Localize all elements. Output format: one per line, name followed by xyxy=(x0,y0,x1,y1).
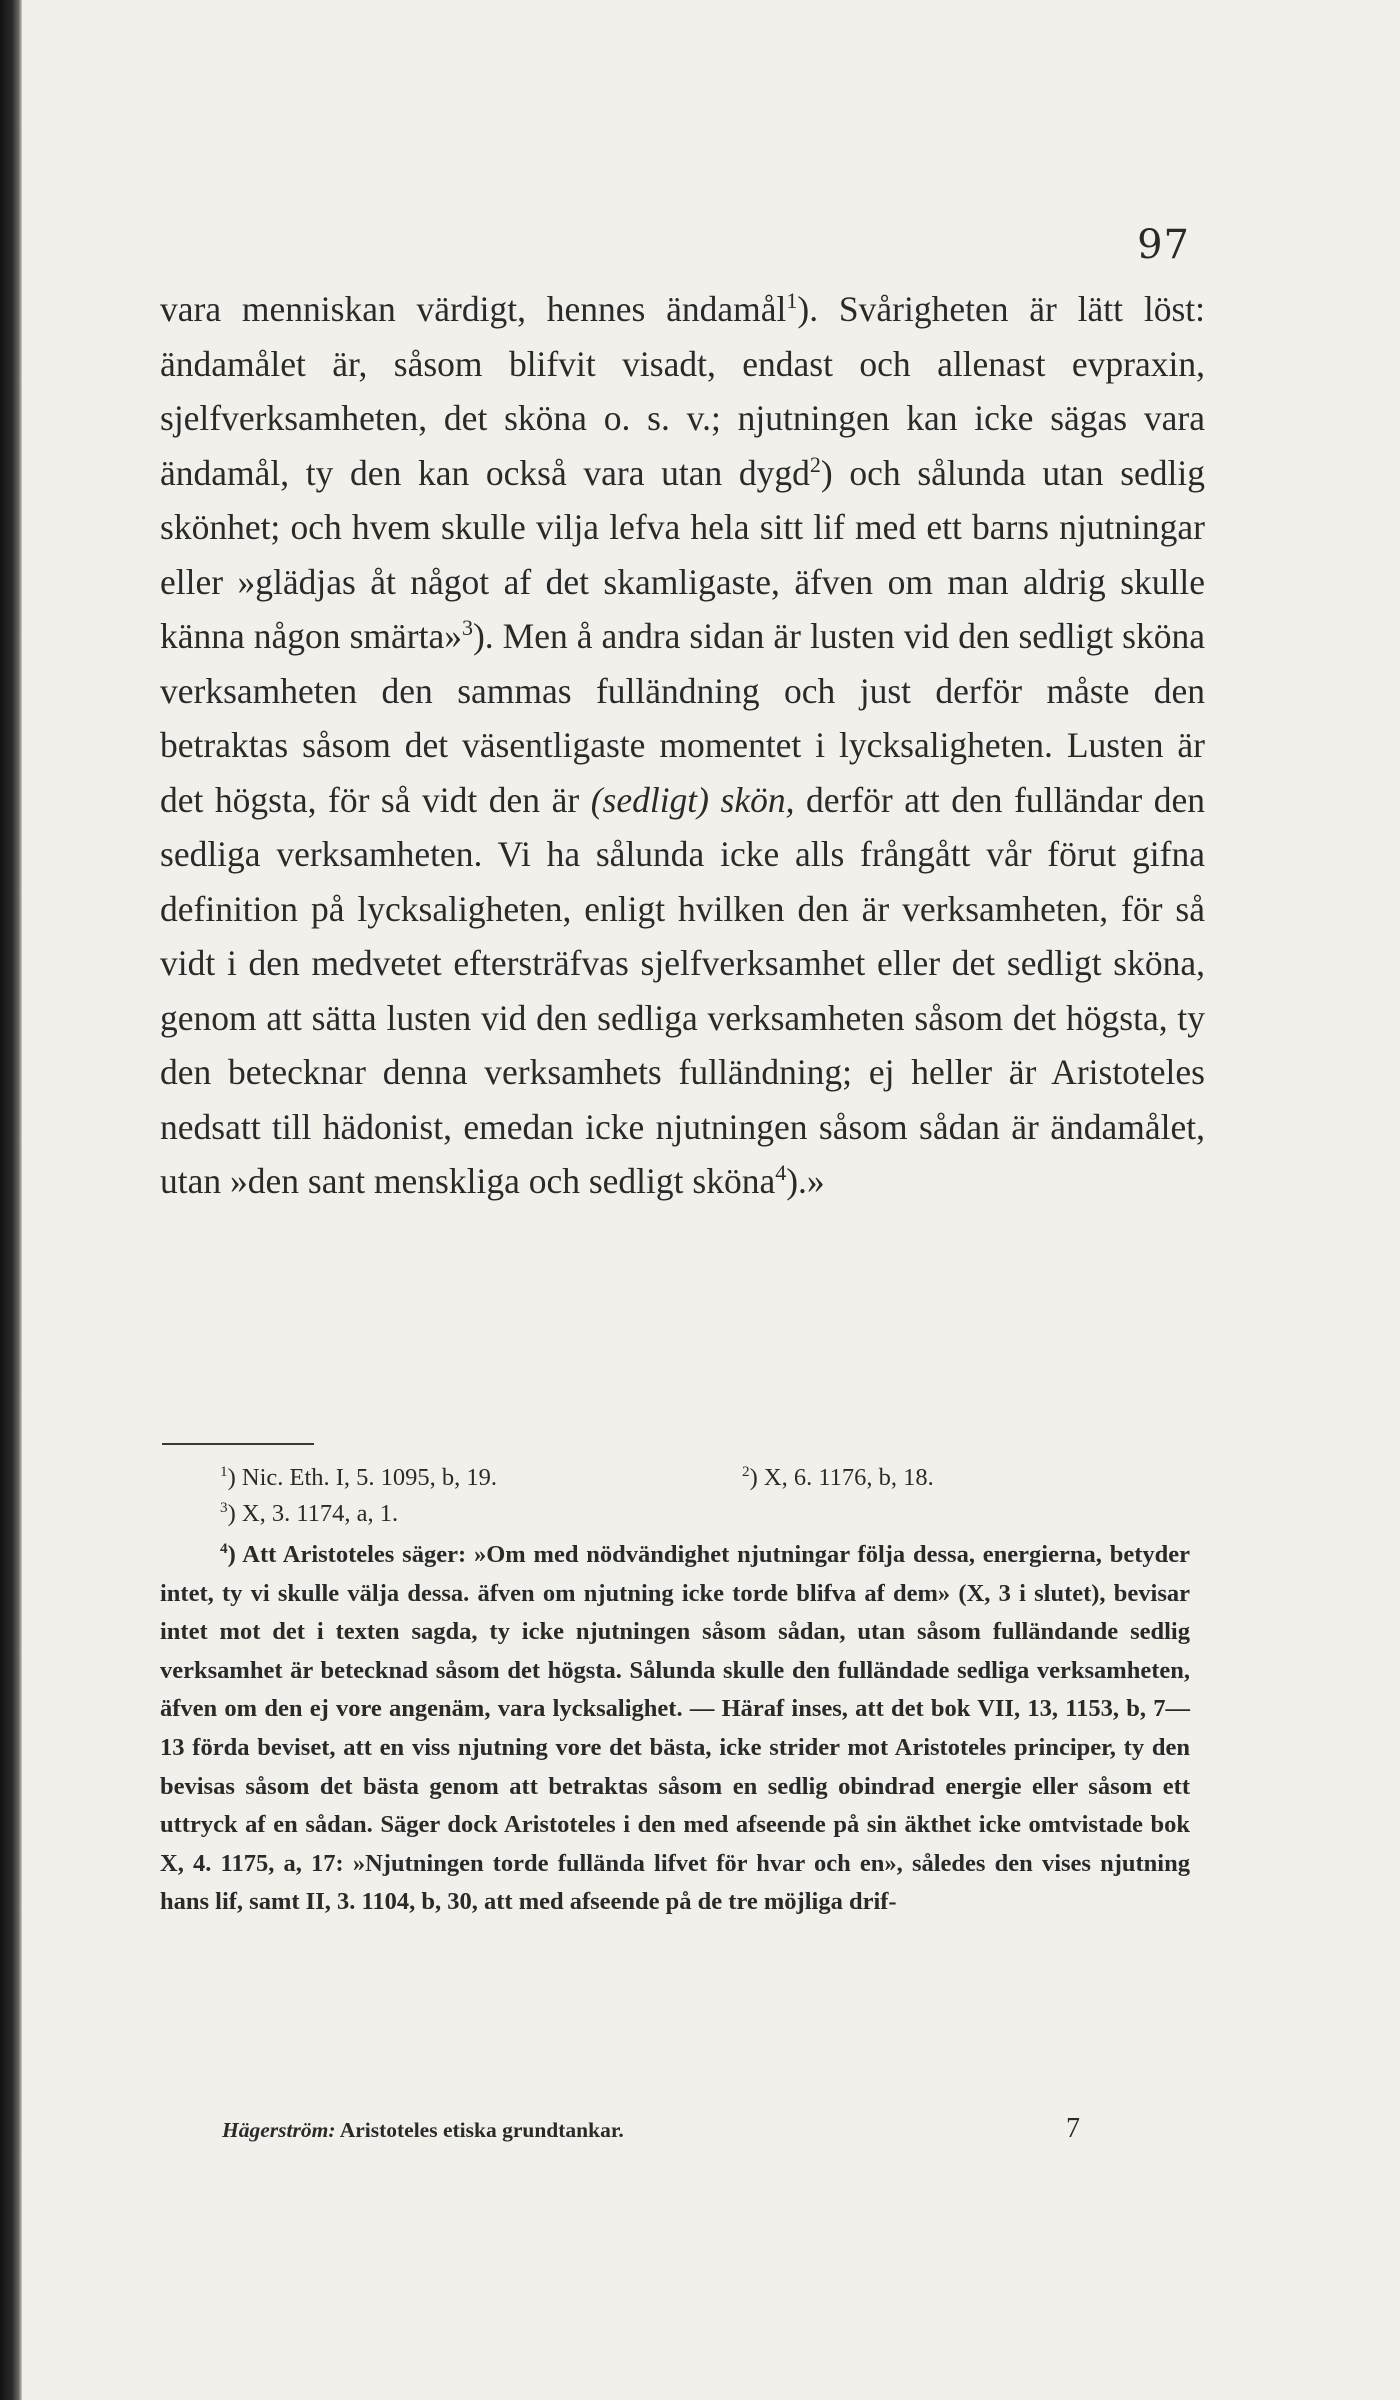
footnotes xyxy=(160,1460,1190,1922)
footnote-text: ) Att Aristoteles säger: »Om med nödvändighet njutningar följa dessa, energierna, betyder intet, ty vi skulle välja dessa. äfven om njutning icke torde blifva af dem» (X, 3 i slutet), bevisar intet mot det i texten sagda, ty icke njutningen såsom sådan, utan såsom fulländande sedlig verksamhet är betecknad såsom det högsta. Sålunda skulle den fulländade sedliga verksamheten, äfven om den ej vore angenäm, vara lycksalighet. — Häraf inses, att det bok VII, 13, 1153, b, 7—13 förda beviset, att en viss njutning vore det bästa, icke strider mot Aristoteles principer, ty den bevisas såsom det bästa genom att betraktas såsom en sedlig obindrad energie eller såsom ett uttryck af en sådan. Säger dock Aristoteles i den med afseende på sin äkthet icke omtvistade bok X, 4. 1175, a, 17: »Njutningen torde fulländа lifvet för hvar och en», således den vises njutning hans lif, samt II, 3. 1104, b, 30, att med afseende på de tre möjliga drif- xyxy=(160,1541,1190,1916)
footnote-text: ) X, 6. 1176, b, 18. xyxy=(749,1464,934,1491)
sheet-number: 7 xyxy=(1066,2113,1080,2144)
text-segment: ) och sålunda utan sedlig skönhet; och hvem skulle vilja lefva hela sitt lif med ett barns njutningar eller »glädjas åt något af det skamligaste, äfven om man aldrig skulle känna någon smärta» xyxy=(160,452,1206,656)
footnote-mark: 3 xyxy=(220,1498,228,1516)
footnote-ref-1: 1 xyxy=(786,288,798,314)
footnote-divider xyxy=(162,1443,314,1445)
footnote-text: ) Nic. Eth. I, 5. 1095, b, 19. xyxy=(227,1464,498,1491)
italic-phrase: (sedligt) skön, xyxy=(590,779,795,820)
footnote-1 xyxy=(220,1460,497,1496)
book-binding-edge xyxy=(0,0,22,2400)
main-text xyxy=(160,282,1205,1209)
text-segment: ). Svårigheten är lätt löst: ändamålet är, såsom blifvit visadt, endast och allenast evpraxin, sjelfverksamheten, det sköna o. s. v.; njutningen kan icke sägas vara ändamål, ty den kan också vara utan dygd xyxy=(160,289,1205,493)
footnote-4 xyxy=(160,1536,1190,1922)
footnote-mark: 1 xyxy=(220,1462,228,1480)
signature-author: Hägerström: xyxy=(222,2118,336,2142)
main-paragraph xyxy=(160,282,1205,1209)
footnote-row xyxy=(160,1460,1190,1496)
footnote-2 xyxy=(742,1460,934,1496)
footnote-3 xyxy=(220,1496,398,1532)
footnote-ref-4: 4 xyxy=(775,1160,787,1186)
footnote-text: ) X, 3. 1174, a, 1. xyxy=(227,1500,399,1527)
signature-title: Aristoteles etiska grundtankar. xyxy=(339,2118,624,2142)
text-segment: vara menniskan värdigt, hennes ändamål xyxy=(160,289,787,329)
printer-signature xyxy=(222,2118,624,2143)
page-number: 97 xyxy=(1137,222,1190,268)
text-segment: ).» xyxy=(786,1161,825,1201)
text-segment: ). Men å andra sidan är lusten vid den sedligt sköna verksamheten den sammas fulländning och just derför måste den betraktas såsom det väsentligaste momentet i lycksaligheten. Lusten är det högsta, för så vidt den är xyxy=(160,616,1205,820)
text-segment: derför att den fulländar den sedliga verksamheten. Vi ha sålunda icke alls frångått vår förut gifna definition på lycksaligheten, enligt hvilken den är verksamheten, för så vidt i den medvetet eftersträfvas sjelfverksamhet eller det sedligt sköna, genom att sätta lusten vid den sedliga verksamheten såsom det högsta, ty den betecknar denna verksamhets fulländning; ej heller är Aristoteles nedsatt till hädonist, emedan icke njutningen såsom sådan är ändamålet, utan »den sant menskliga och sedligt sköna xyxy=(160,779,1205,1201)
footnote-mark: 2 xyxy=(742,1462,750,1480)
footnote-row xyxy=(160,1496,1190,1532)
footnote-ref-3: 3 xyxy=(461,615,473,641)
footnote-mark: 4 xyxy=(220,1539,228,1557)
footnote-ref-2: 2 xyxy=(809,451,821,477)
